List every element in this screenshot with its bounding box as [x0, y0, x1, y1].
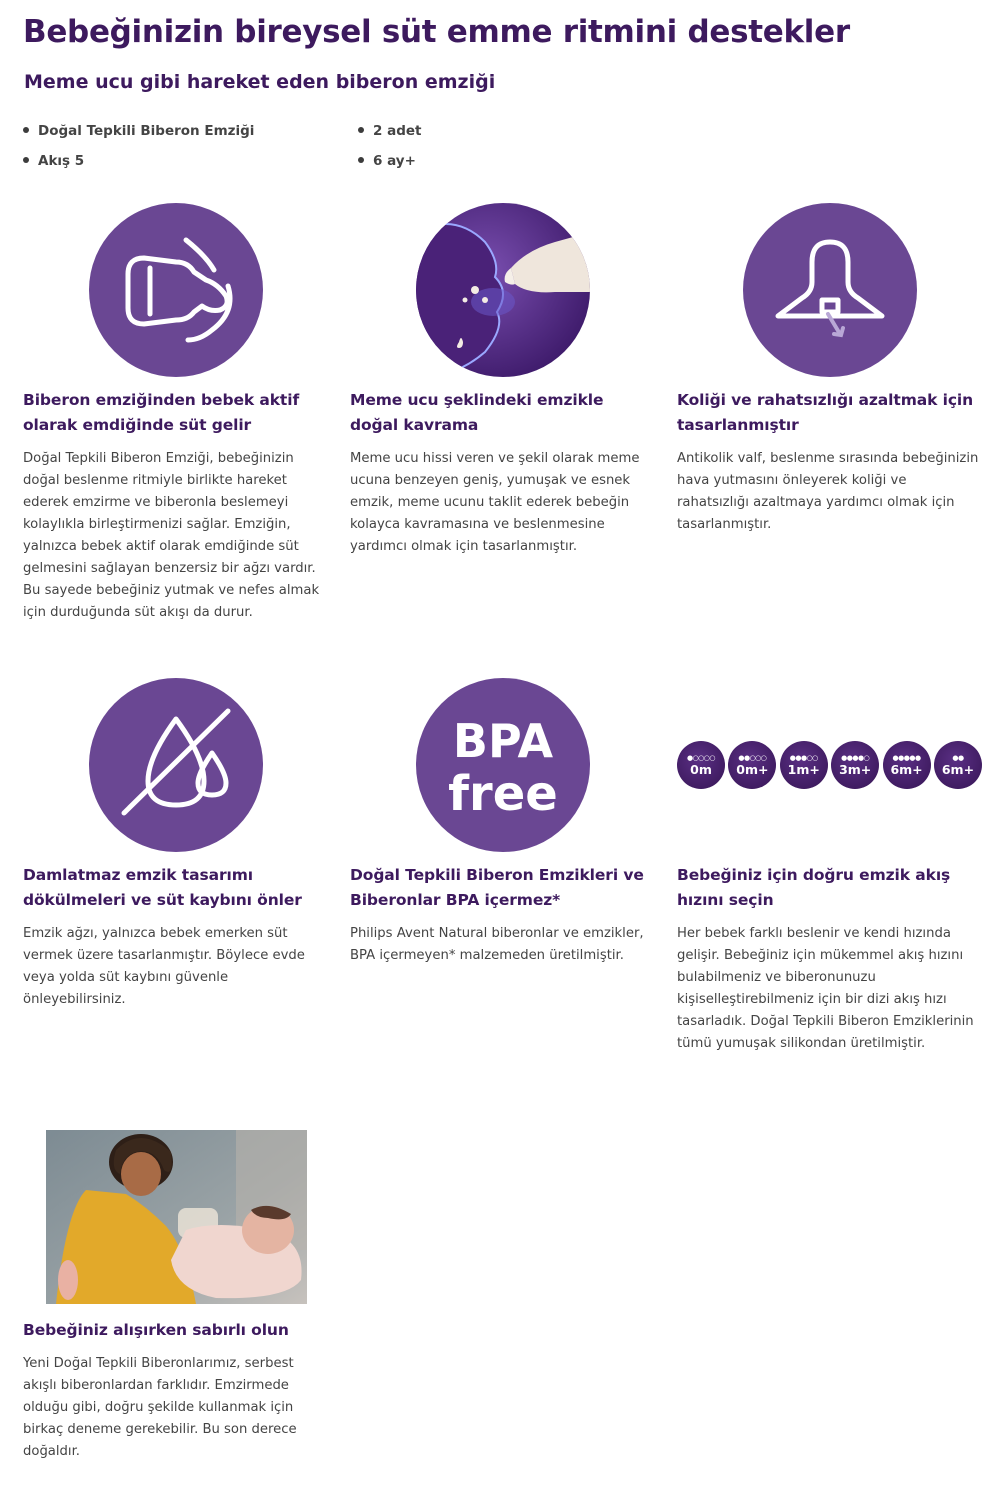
page-subtitle: Meme ucu gibi hareket eden biberon emziği [24, 71, 496, 93]
no-drip-icon [88, 677, 264, 853]
bpa-badge-line1: BPA [452, 714, 553, 768]
bullet-icon [358, 127, 364, 133]
feature-title: Meme ucu şeklindeki emzikle doğal kavrama [350, 391, 604, 434]
bullet-icon [23, 157, 29, 163]
feature-title: Bebeğiniz için doğru emzik akış hızını seçin [677, 866, 951, 909]
spec-item: Doğal Tepkili Biberon Emziği [23, 123, 254, 139]
feature-title: Bebeğiniz alışırken sabırlı olun [23, 1321, 289, 1339]
baby-latch-illustration-icon [415, 202, 591, 378]
flow-badge: ●○○○○ 0m [677, 741, 725, 789]
feature-card [677, 200, 982, 536]
feature-title: Damlatmaz emzik tasarımı dökülmeleri ve süt kaybını önler [23, 866, 302, 909]
flow-badge: ●● 6m+ [934, 741, 982, 789]
feature-body: Emzik ağzı, yalnızca bebek emerken süt vermek üzere tasarlanmıştır. Böylece evde veya yolda süt kaybını güvenle önleyebilirsiniz. [23, 926, 305, 1007]
feature-body: Philips Avent Natural biberonlar ve emzikler, BPA içermeyen* malzemeden üretilmiştir. [350, 926, 644, 963]
feature-card [677, 675, 982, 1055]
feature-body: Her bebek farklı beslenir ve kendi hızında gelişir. Bebeğiniz için mükemmel akış hızını bulabilmeniz ve biberonunuzu kişiselleştirebilmeniz için bir dizi akış hızı tasarladık. Doğal Tepkili Biberon Emziklerinin tümü yumuşak silikondan üretilmiştir. [677, 926, 974, 1051]
bullet-icon [358, 157, 364, 163]
feature-body: Meme ucu hissi veren ve şekil olarak meme ucuna benzeyen geniş, yumuşak ve esnek emzik, meme ucunu taklit ederek bebeğin kolayca kavramasına ve beslenmesine yardımcı olmak için tasarlanmıştır. [350, 451, 640, 554]
bpa-badge-line2: free [447, 766, 558, 822]
feature-card [23, 675, 328, 1011]
page-title: Bebeğinizin bireysel süt emme ritmini destekler [23, 14, 850, 50]
mother-feeding-baby-photo [46, 1130, 307, 1304]
anti-colic-valve-icon [742, 202, 918, 378]
feature-card [23, 1130, 328, 1463]
feature-card [23, 200, 328, 624]
flow-badge: ●●●●○ 3m+ [831, 741, 879, 789]
feature-card [350, 200, 655, 558]
bpa-free-icon [415, 677, 591, 853]
feature-title: Biberon emziğinden bebek aktif olarak emdiğinde süt gelir [23, 391, 300, 434]
flow-rate-icon [677, 675, 982, 855]
spec-item: 6 ay+ [358, 153, 416, 169]
feature-card [350, 675, 655, 967]
feature-body: Yeni Doğal Tepkili Biberonlarımız, serbest akışlı biberonlardan farklıdır. Emzirmede olduğu gibi, doğru şekilde kullanmak için birkaç deneme gerekebilir. Bu son derece doğaldır. [23, 1356, 297, 1459]
spec-item: Akış 5 [23, 153, 84, 169]
feature-title: Koliği ve rahatsızlığı azaltmak için tasarlanmıştır [677, 391, 974, 434]
bullet-icon [23, 127, 29, 133]
feature-body: Doğal Tepkili Biberon Emziği, bebeğinizin doğal beslenme ritmiyle birlikte hareket ederek emzirme ve biberonla beslemeyi kolaylıkla birleştirmenizi sağlar. Emziğin, yalnızca bebek aktif olarak emdiğinde süt gelmesini sağlayan benzersiz bir ağzı vardır. Bu sayede bebeğiniz yutmak ve nefes almak için durduğunda süt akışı da durur. [23, 451, 320, 620]
feature-body: Antikolik valf, beslenme sırasında bebeğinizin hava yutmasını önleyerek koliği ve rahatsızlığı azaltmaya yardımcı olmak için tasarlanmıştır. [677, 451, 979, 532]
feature-title: Doğal Tepkili Biberon Emzikleri ve Biberonlar BPA içermez* [350, 866, 644, 909]
flow-badge: ●●●●● 6m+ [883, 741, 931, 789]
bottle-nipple-icon [88, 202, 264, 378]
flow-badge: ●●●○○ 1m+ [780, 741, 828, 789]
spec-item: 2 adet [358, 123, 421, 139]
flow-badge: ●●○○○ 0m+ [728, 741, 776, 789]
